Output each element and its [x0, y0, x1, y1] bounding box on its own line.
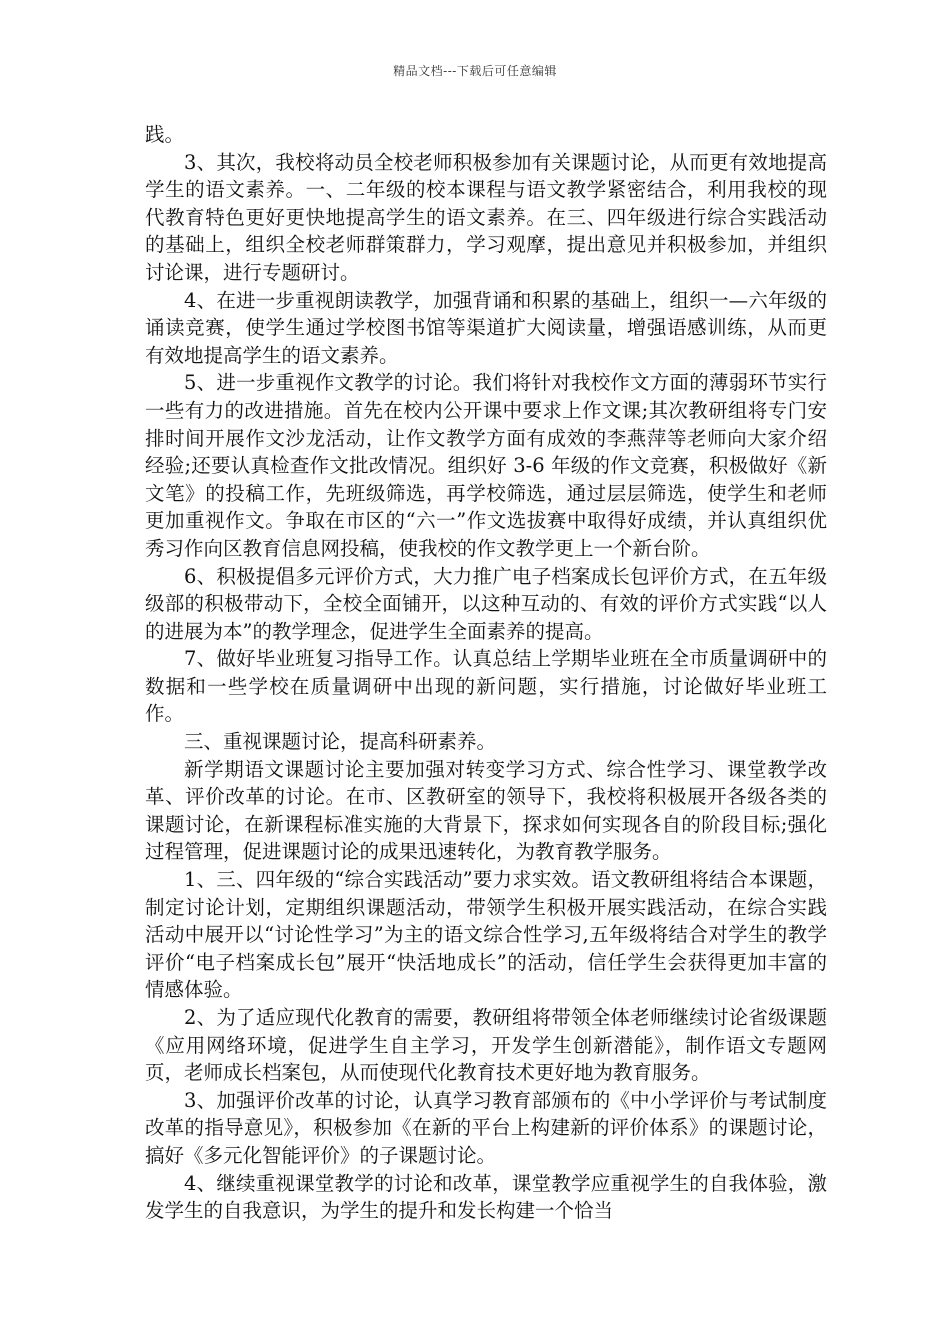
paragraph: 3、其次，我校将动员全校老师积极参加有关课题讨论，从而更有效地提高学生的语文素养。一、二年级的校本课程与语文教学紧密结合，利用我校的现代教育特色更好更快地提高学生的语文素养。在三、四年级进行综合实践活动的基础上，组织全校老师群策群力，学习观摩，提出意见并积极参加，并组织讨论课，进行专题研讨。 — [145, 150, 827, 284]
paragraph: 1、三、四年级的“综合实践活动”要力求实效。语文教研组将结合本课题，制定讨论计划，定期组织课题活动，带领学生积极开展实践活动，在综合实践活动中展开以“讨论性学习”为主的语文综合性学习,五年级将结合对学生的教学评价“电子档案成长包”展开“快活地成长”的活动，信任学生会获得更加丰富的情感体验。 — [145, 868, 827, 1002]
page-header: 精品文档---下载后可任意编辑 — [393, 64, 557, 78]
section-heading: 三、重视课题讨论，提高科研素养。 — [184, 730, 497, 754]
paragraph: 践。 — [145, 123, 185, 146]
paragraph: 7、做好毕业班复习指导工作。认真总结上学期毕业班在全市质量调研中的数据和一些学校在质量调研中出现的新问题，实行措施，讨论做好毕业班工作。 — [145, 647, 827, 726]
paragraph: 4、继续重视课堂教学的讨论和改革，课堂教学应重视学生的自我体验，激发学生的自我意识，为学生的提升和发长构建一个恰当 — [145, 1171, 827, 1223]
paragraph: 3、加强评价改革的讨论，认真学习教育部颁布的《中小学评价与考试制度改革的指导意见》，积极参加《在新的平台上构建新的评价体系》的课题讨论，搞好《多元化智能评价》的子课题讨论。 — [145, 1088, 827, 1167]
document-body — [145, 121, 827, 1225]
paragraph: 6、积极提倡多元评价方式，大力推广电子档案成长包评价方式，在五年级级部的积极带动下，全校全面铺开，以这种互动的、有效的评价方式实践“以人的进展为本”的教学理念，促进学生全面素养的提高。 — [145, 564, 827, 643]
paragraph: 5、进一步重视作文教学的讨论。我们将针对我校作文方面的薄弱环节实行一些有力的改进措施。首先在校内公开课中要求上作文课;其次教研组将专门安排时间开展作文沙龙活动，让作文教学方面有成效的李燕萍等老师向大家介绍经验;还要认真检查作文批改情况。组织好 3-6 年级的作文竞赛，积极做好《新文笔》的投稿工作，先班级筛选，再学校筛选，通过层层筛选，使学生和老师更加重视作文。争取在市区的“六一”作文选拔赛中取得好成绩，并认真组织优秀习作向区教育信息网投稿，使我校的作文教学更上一个新台阶。 — [145, 371, 827, 560]
paragraph: 4、在进一步重视朗读教学，加强背诵和积累的基础上，组织一—六年级的诵读竞赛，使学生通过学校图书馆等渠道扩大阅读量，增强语感训练，从而更有效地提高学生的语文素养。 — [145, 288, 827, 367]
paragraph: 新学期语文课题讨论主要加强对转变学习方式、综合性学习、课堂教学改革、评价改革的讨论。在市、区教研室的领导下，我校将积极展开各级各类的课题讨论，在新课程标准实施的大背景下，探求如何实现各自的阶段目标;强化过程管理，促进课题讨论的成果迅速转化，为教育教学服务。 — [145, 757, 827, 864]
paragraph: 2、为了适应现代化教育的需要，教研组将带领全体老师继续讨论省级课题《应用网络环境，促进学生自主学习，开发学生创新潜能》，制作语文专题网页，老师成长档案包，从而使现代化教育技术更好地为教育服务。 — [145, 1006, 827, 1085]
